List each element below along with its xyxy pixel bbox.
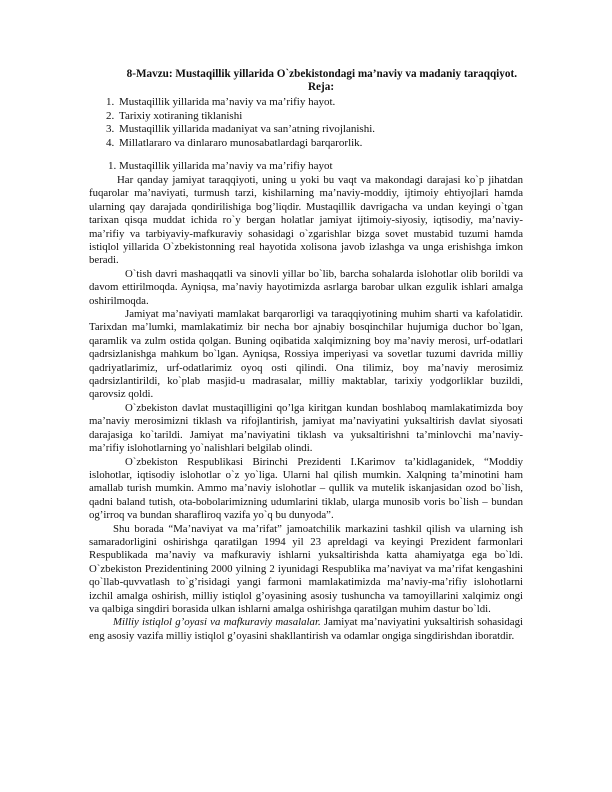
- plan-item: 3. Mustaqillik yillarida madaniyat va san’atning rivojlanishi.: [117, 123, 523, 137]
- italic-heading: Milliy istiqlol g’oyasi va mafkuraviy masalalar.: [113, 616, 321, 629]
- plan-heading: Reja:: [307, 81, 335, 93]
- paragraph-text: Jamiyat ma’naviyatini yuksaltirish sohasidagi eng asosiy vazifa milliy istiqlol g’oyasini shakllantirish va odamlar ongiga singdirishdan iboratdir.: [89, 616, 523, 642]
- section-heading: 1. Mustaqillik yillarida ma’naviy va ma’rifiy hayot: [108, 160, 333, 173]
- paragraph: Jamiyat ma’naviyati mamlakat barqarorligi va taraqqiyotining muhim sharti va kafolatidir. Tarixdan ma’lumki, mamlakatimiz bir necha bor ajnabiy bosqinchilar hujumiga duchor bo`lgan, qaramlik va zulm ostida qolgan. Buning oqibatida xalqimizning boy ma’naviy merosi, urf-odatlari qadrsizlanishga mahkum bo`lgan. Ayniqsa, Rossiya imperiyasi va sovetlar tuzumi davrida milliy qadriyatlarimiz, urf-odatlarimiz oyoq osti qilindi. Ona tilimiz, boy ma’naviy merosimiz qadrsizlantirildi, ko`plab masjid-u madrasalar, milliy maktablar, tarixiy yodgorliklar buzildi, qarovsiz qoldi.: [89, 308, 523, 401]
- paragraph: Har qanday jamiyat taraqqiyoti, uning u yoki bu vaqt va makondagi darajasi ko`p jihatdan fuqarolar ma’naviyati, turmush tarzi, kishilarning ma’naviy-moddiy, ijtimoiy ehtiyojlari hamda ularning qay darajada qondirilishiga bog’liqdir. Mustaqillik davrigacha va undan keyingi o`tgan tarixan qisqa muddat ichida ro`y bergan holatlar jamiyat ijtimoiy-siyosiy, iqtisodiy, ma’naviy-ma’rifiy va tarbiyaviy-mafkuraviy sohasidagi o`zgarishlar bizga sovet mustabid tuzumi hamda istiqlol yillarida O`zbekistonning real hayotida xolisona javob izlashga va unga erishishga imkon beradi.: [89, 173, 523, 267]
- paragraph-last: [89, 616, 523, 643]
- plan-item: 2. Tarixiy xotiraning tiklanishi: [117, 110, 523, 124]
- paragraph: O`zbekiston davlat mustaqilligini qo’lga kiritgan kundan boshlaboq mamlakatimizda boy ma’naviy merosimizni tiklash va rifojlantirish, jamiyat ma’naviyatini yuksaltirish davlat siyosati darajasiga ko`tarildi. Jamiyat ma’naviyatini tiklash va yuksaltirishni ta’minlovchi ma’naviy-ma’rifiy islohotlarning yo`nalishlari belgilab olindi.: [89, 401, 523, 455]
- topic-title: 8-Mavzu: Mustaqillik yillarida O`zbekistondagi ma’naviy va madaniy taraqqiyot.: [126, 68, 517, 80]
- plan-list: [89, 96, 523, 150]
- paragraph: O`tish davri mashaqqatli va sinovli yillar bo`lib, barcha sohalarda islohotlar olib borildi va davom ettirilmoqda. Ayniqsa, ma’naviy hayotimizda asrlarga barobar ulkan ezgulik ishlari amalga oshirilmoqda.: [89, 267, 523, 307]
- plan-item: 4. Millatlararo va dinlararo munosabatlardagi barqarorlik.: [117, 137, 523, 151]
- document-body: [89, 68, 523, 643]
- plan-item: 1. Mustaqillik yillarida ma’naviy va ma’rifiy hayot.: [117, 96, 523, 110]
- paragraph: Shu borada “Ma’naviyat va ma’rifat” jamoatchilik markazini tashkil qilish va ularning ish samaradorligini oshirishga qaratilgan 1994 yil 23 apreldagi va keyingi Prezident farmonlari Respublikada ma’naviy va mafkuraviy ishlarni yuksaltirishda katta ahamiyatga ega bo`ldi. O`zbekiston Prezidentining 2000 yilning 2 iyunidagi Respublika ma’naviyat va ma’rifat kengashini qo`llab-quvvatlash to`g’risidagi yangi farmoni mamlakatimizda ma’naviy-ma’rifiy islohotlarni izchil amalga oshirish, milliy istiqlol g’oyasining asosiy tushuncha va tamoyillarini xalqimiz ongi va qalbiga singdiri borasida ulkan ishlarni amalga oshirishga qaratilgan muhim dastur bo`ldi.: [89, 522, 523, 615]
- paragraph: O`zbekiston Respublikasi Birinchi Prezidenti I.Karimov ta’kidlaganidek, “Moddiy islohotlar, iqtisodiy islohotlar o`z yo`liga. Ularni hal qilish mumkin. Xalqning ta’minotini ham amallab turish mumkin. Ammo ma’naviy islohotlar – qullik va mutelik iskanjasidan ozod bo`lish, qadni baland tutish, ota-bobolarimizning udumlarini tiklab, ularga munosib voris bo`lish – bundan og’irroq va bundan sharafliroq vazifa yo`q bu dunyoda”.: [89, 455, 523, 522]
